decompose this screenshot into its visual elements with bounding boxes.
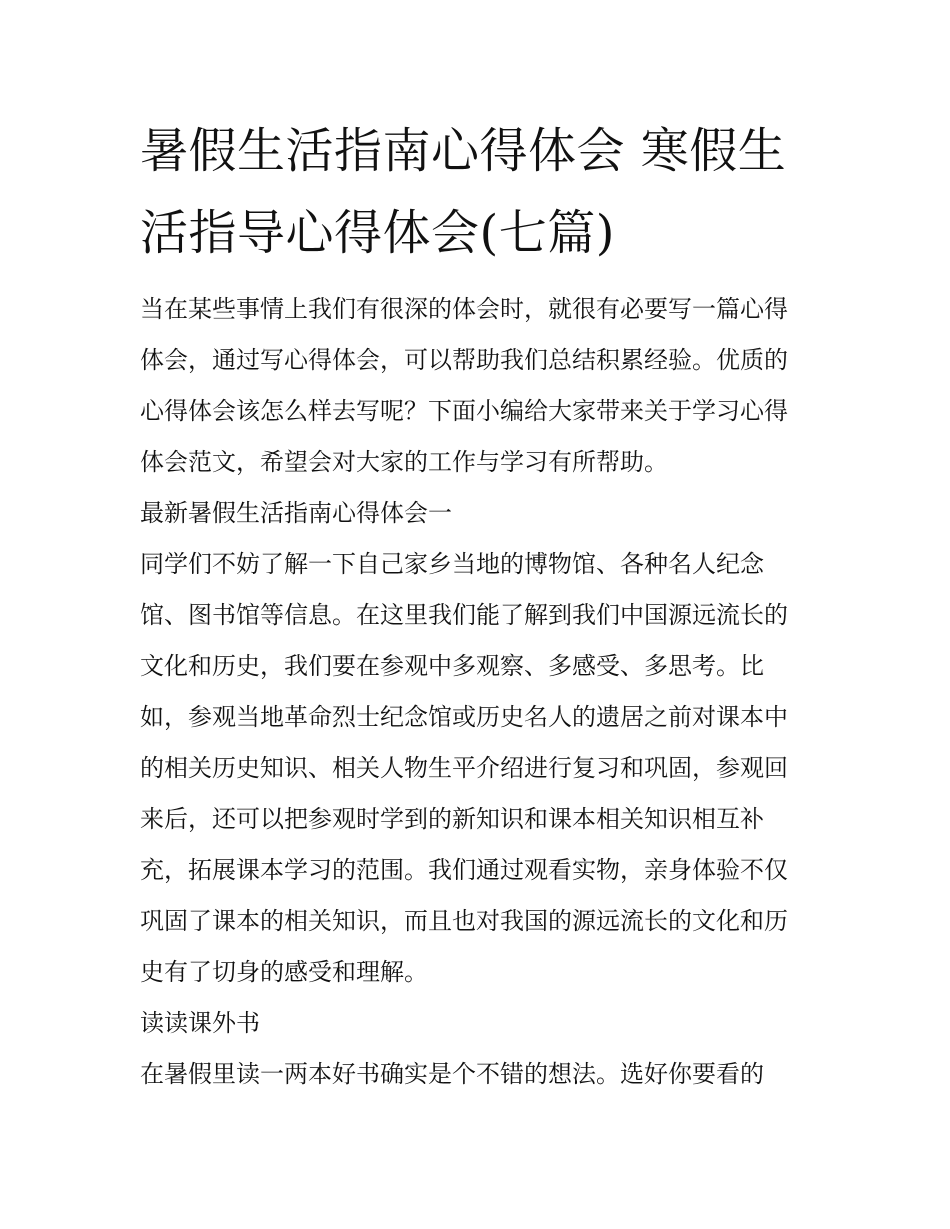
paragraph-line: 充，拓展课本学习的范围。我们通过观看实物，亲身体验不仅 — [140, 856, 788, 884]
heading-line: 最新暑假生活指南心得体会一 — [140, 499, 452, 527]
document-page — [140, 110, 812, 1100]
paragraph-line: 馆、图书馆等信息。在这里我们能了解到我们中国源远流长的 — [140, 601, 788, 629]
paragraph-line: 在暑假里读一两本好书确实是个不错的想法。选好你要看的 — [140, 1060, 764, 1088]
paragraph-line: 史有了切身的感受和理解。 — [140, 958, 428, 986]
paragraph-line: 巩固了课本的相关知识，而且也对我国的源远流长的文化和历 — [140, 907, 788, 935]
paragraph-line: 体会，通过写心得体会，可以帮助我们总结积累经验。优质的 — [140, 346, 788, 374]
heading-line: 读读课外书 — [140, 1009, 260, 1037]
paragraph-line: 同学们不妨了解一下自己家乡当地的博物馆、各种名人纪念 — [140, 550, 764, 578]
intro-paragraph — [140, 284, 812, 488]
title-line: 活指导心得体会(七篇) — [140, 205, 615, 261]
paragraph-line: 当在某些事情上我们有很深的体会时，就很有必要写一篇心得 — [140, 295, 788, 323]
paragraph-line: 文化和历史，我们要在参观中多观察、多感受、多思考。比 — [140, 652, 764, 680]
paragraph-line: 来后，还可以把参观时学到的新知识和课本相关知识相互补 — [140, 805, 764, 833]
paragraph-line: 的相关历史知识、相关人物生平介绍进行复习和巩固，参观回 — [140, 754, 788, 782]
museum-paragraph — [140, 539, 812, 998]
paragraph-line: 心得体会该怎么样去写呢？下面小编给大家带来关于学习心得 — [140, 397, 788, 425]
paragraph-line: 体会范文，希望会对大家的工作与学习有所帮助。 — [140, 448, 668, 476]
subheading — [140, 998, 812, 1049]
paragraph-line: 如，参观当地革命烈士纪念馆或历史名人的遗居之前对课本中 — [140, 703, 788, 731]
document-title — [140, 110, 812, 274]
title-line: 暑假生活指南心得体会 寒假生 — [140, 123, 787, 179]
reading-paragraph — [140, 1049, 812, 1100]
section-heading — [140, 488, 812, 539]
